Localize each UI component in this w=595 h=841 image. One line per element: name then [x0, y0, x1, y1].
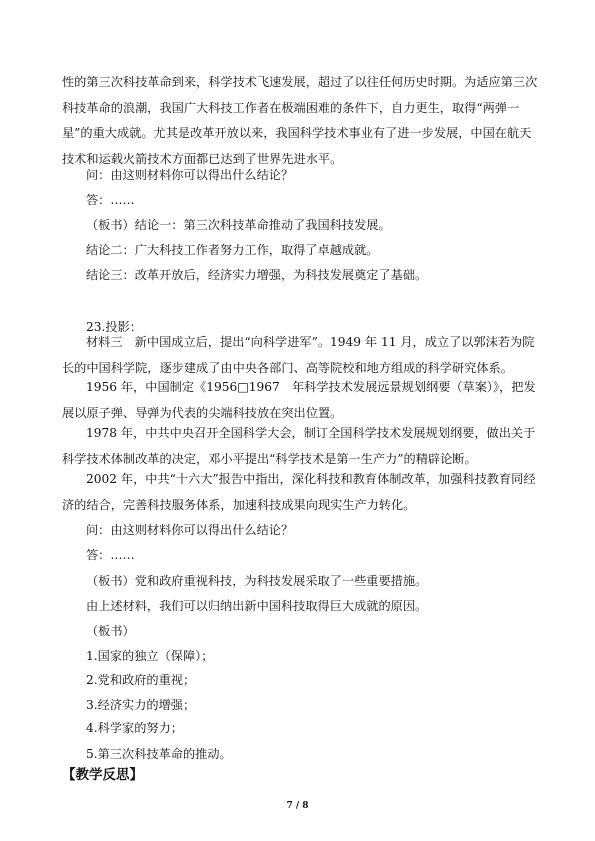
answer-line: 答：……	[86, 193, 135, 207]
answer-line: 答：……	[86, 548, 135, 562]
paragraph-1956: 1956 年，中国制定《1956□1967 年科学技术发展远景规划纲要（草案）》，把发展以原子弹、导弹为代表的尖端科技放在突出位置。	[62, 380, 536, 420]
question-line: 问：由这则材料你可以得出什么结论？	[86, 168, 294, 182]
page-number: 7 / 8	[286, 801, 309, 811]
summary-line: 由上述材料，我们可以归纳出新中国科技取得巨大成就的原因。	[86, 599, 428, 613]
list-item: 2.党和政府的重视；	[86, 673, 196, 687]
board-label: （板书）	[86, 624, 135, 638]
list-item: 5.第三次科技革命的推动。	[86, 747, 232, 761]
section-heading: 【教学反思】	[62, 767, 143, 783]
conclusion-two: 结论二：广大科技工作者努力工作，取得了卓越成就。	[86, 243, 379, 257]
list-item: 4.科学家的努力；	[86, 721, 183, 735]
paragraph-1978: 1978 年，中共中央召开全国科学大会，制订全国科学技术发展规划纲要，做出关于科学技术体制改革的决定，邓小平提出“科学技术是第一生产力”的精辟论断。	[62, 426, 536, 466]
board-note: （板书）党和政府重视科技，为科技发展采取了一些重要措施。	[86, 574, 428, 588]
list-item: 1.国家的独立（保障）；	[86, 649, 214, 663]
list-item: 3.经济实力的增强；	[86, 698, 196, 712]
material-paragraph: 材料三 新中国成立后，提出“向科学进军”。1949 年 11 月，成立了以郭沫若为院长的中国科学院，逐步建成了由中央各部门、高等院校和地方组成的科学研究体系。	[62, 335, 535, 375]
item-heading: 23.投影：	[86, 320, 142, 334]
paragraph-continuation: 性的第三次科技革命到来，科学技术飞速发展，超过了以往任何历史时期。为适应第三次科技革命的浪潮，我国广大科技工作者在极端困难的条件下，自力更生，取得“两弹一星”的重大成就。尤其是改革开放以来，我国科学技术事业有了进一步发展，中国在航天技术和运载火箭技术方面都已达到了世界先进水平。	[62, 75, 538, 166]
paragraph-2002: 2002 年，中共“十六大”报告中指出，深化科技和教育体制改革，加强科技教育同经济的结合，完善科技服务体系，加速科技成果向现实生产力转化。	[62, 472, 536, 512]
conclusion-three: 结论三：改革开放后，经济实力增强，为科技发展奠定了基础。	[86, 268, 428, 282]
question-line: 问：由这则材料你可以得出什么结论？	[86, 523, 294, 537]
conclusion-one: （板书）结论一：第三次科技革命推动了我国科技发展。	[86, 218, 391, 232]
